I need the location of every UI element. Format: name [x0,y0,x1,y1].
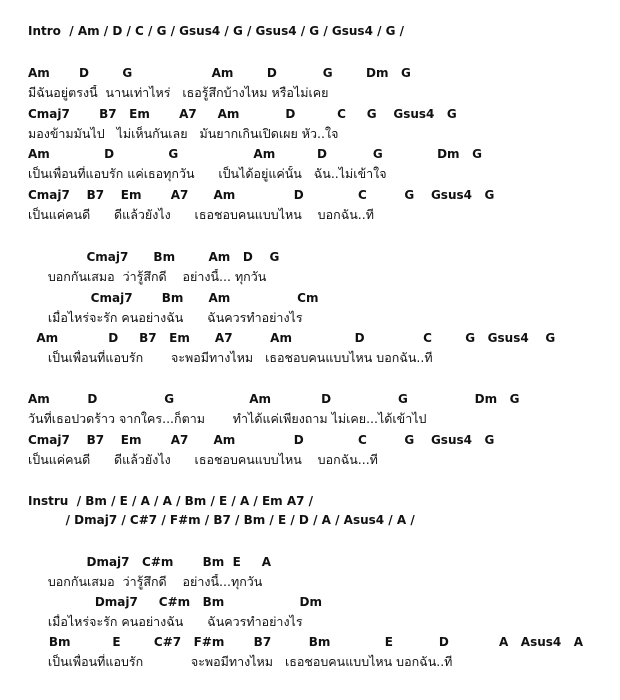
chorus1-lyric-line-1: บอกกันเสมอ ว่ารู้สึกดี อย่างนี้... ทุกวัน [28,269,267,284]
chorus1-chord-line-2: Cmaj7 Bm Am Cm [28,291,319,305]
verse2-chord-line-2: Cmaj7 B7 Em A7 Am D C G Gsus4 G [28,433,495,447]
verse2-lyric-line-2: เป็นแค่คนดี ดีแล้วยังไง เธอชอบคนแบบไหน บอกฉัน...ที [28,452,378,467]
verse1-chord-line-2: Cmaj7 B7 Em A7 Am D C G Gsus4 G [28,107,457,121]
chorus2-chord-line-3: Bm E C#7 F#m B7 Bm E D A Asus4 A [28,635,584,649]
chorus1-lyric-line-2: เมื่อไหร่จะรัก คนอย่างฉัน ฉันควรทำอย่างไร [28,310,303,325]
chorus1-lyric-line-3: เป็นเพื่อนที่แอบรัก จะพอมีทางไหม เธอชอบคนแบบไหน บอกฉัน..ที [28,350,433,365]
verse1-chord-line-3: Am D G Am D G Dm G [28,147,482,161]
chorus2-lyric-line-3: เป็นเพื่อนที่แอบรัก จะพอมีทางไหม เธอชอบคนแบบไหน บอกฉัน..ที [28,654,453,669]
instru-chord-line-2: / Dmaj7 / C#7 / F#m / B7 / Bm / E / D / A / Asus4 / A / [28,513,415,527]
chorus1-chord-line-3: Am D B7 Em A7 Am D C G Gsus4 G [28,331,556,345]
intro-chord-line: Intro / Am / D / C / G / Gsus4 / G / Gsus4 / G / Gsus4 / G / [28,24,405,38]
verse1-lyric-line-4: เป็นแค่คนดี ดีแล้วยังไง เธอชอบคนแบบไหน บอกฉัน..ที [28,207,374,222]
chorus2-chord-line-1: Dmaj7 C#m Bm E A [28,555,272,569]
verse1-lyric-line-1: มีฉันอยู่ตรงนี้ นานเท่าไหร่ เธอรู้สึกบ้างไหม หรือไม่เคย [28,85,329,100]
verse1-lyric-line-2: มองข้ามมันไป ไม่เห็นกันเลย มันยากเกินเปิดเผย หัว..ใจ [28,126,339,141]
chorus2-lyric-line-2: เมื่อไหร่จะรัก คนอย่างฉัน ฉันควรทำอย่างไร [28,614,303,629]
verse1-lyric-line-3: เป็นเพื่อนที่แอบรัก แค่เธอทุกวัน เป็นได้อยู่แค่นั้น ฉัน..ไม่เข้าใจ [28,166,387,181]
instru-chord-line-1: Instru / Bm / E / A / A / Bm / E / A / Em A7 / [28,494,314,508]
chorus2-chord-line-2: Dmaj7 C#m Bm Dm [28,595,322,609]
verse2-lyric-line-1: วันที่เธอปวดร้าว จากใคร...ก็ตาม ทำได้แค่เพียงถาม ไม่เคย...ได้เข้าไป [28,411,427,426]
verse1-chord-line-4: Cmaj7 B7 Em A7 Am D C G Gsus4 G [28,188,495,202]
verse2-chord-line-1: Am D G Am D G Dm G [28,392,520,406]
chorus1-chord-line-1: Cmaj7 Bm Am D G [28,250,280,264]
verse1-chord-line-1: Am D G Am D G Dm G [28,66,411,80]
chorus2-lyric-line-1: บอกกันเสมอ ว่ารู้สึกดี อย่างนี้...ทุกวัน [28,574,263,589]
